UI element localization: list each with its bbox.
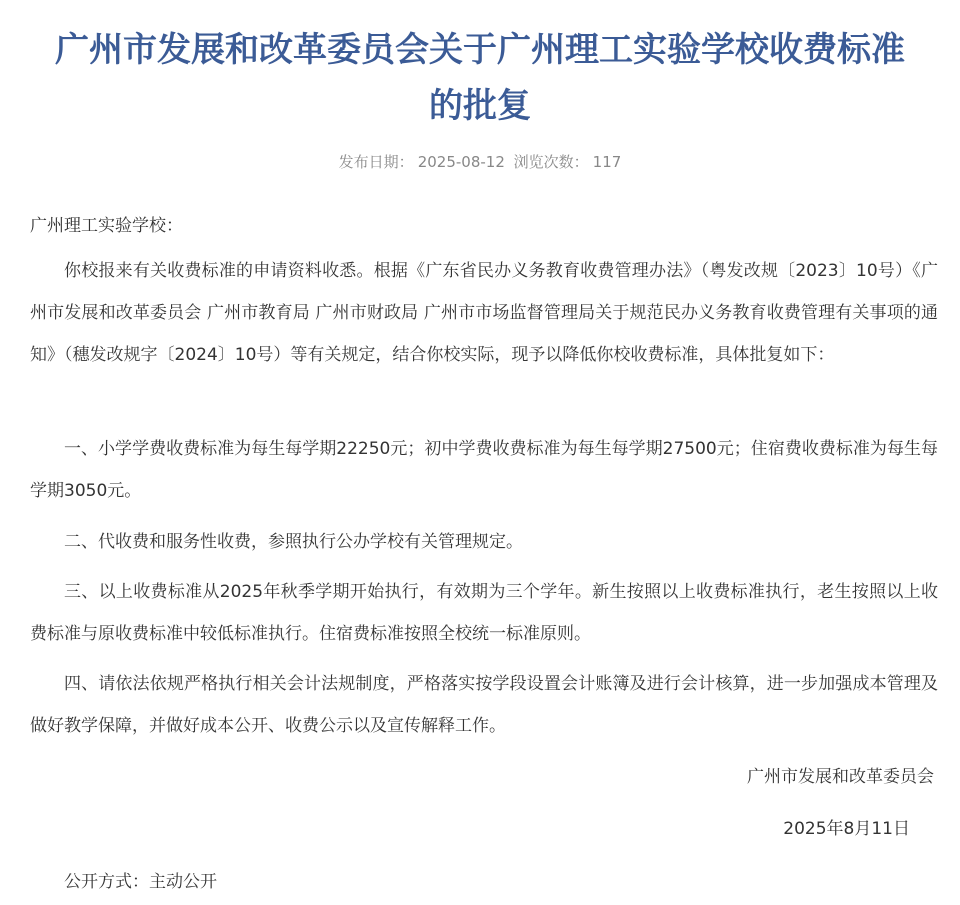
paragraph-item-3: 三、以上收费标准从2025年秋季学期开始执行，有效期为三个学年。新生按照以上收费标准执行，老生按照以上收费标准与原收费标准中较低标准执行。住宿费标准按照全校统一标准原则。 [30, 582, 938, 644]
publish-date-label: 发布日期： [338, 153, 414, 171]
title-line-1: 广州市发展和改革委员会关于广州理工实验学校收费标准 [55, 30, 905, 70]
disclosure-method: 公开方式：主动公开 [64, 872, 217, 892]
paragraph-item-2: 二、代收费和服务性收费，参照执行公办学校有关管理规定。 [64, 532, 523, 552]
salutation: 广州理工实验学校： [30, 216, 183, 236]
publish-date: 2025-08-12 [417, 153, 505, 171]
article-meta [0, 150, 960, 174]
title-line-2: 的批复 [429, 86, 531, 126]
paragraph-intro: 你校报来有关收费标准的申请资料收悉。根据《广东省民办义务教育收费管理办法》（粤发改规〔2023〕10号）《广州市发展和改革委员会 广州市教育局 广州市财政局 广州市市场监督管理局关于规范民办义务教育收费管理有关事项的通知》（穗发改规字〔2024〕10号）等有关规定，结合你校实际，现予以降低你校收费标准，具体批复如下： [30, 261, 938, 365]
view-count-label: 浏览次数： [513, 153, 589, 171]
paragraph-item-4: 四、请依法依规严格执行相关会计法规制度，严格落实按学段设置会计账簿及进行会计核算，进一步加强成本管理及做好教学保障，并做好成本公开、收费公示以及宣传解释工作。 [30, 674, 938, 736]
signature-date: 2025年8月11日 [783, 819, 910, 839]
paragraph-item-1: 一、小学学费收费标准为每生每学期22250元；初中学费收费标准为每生每学期27500元；住宿费收费标准为每生每学期3050元。 [30, 439, 938, 501]
signature-issuer: 广州市发展和改革委员会 [747, 767, 934, 787]
view-count: 117 [592, 153, 622, 171]
page-title [0, 22, 960, 134]
